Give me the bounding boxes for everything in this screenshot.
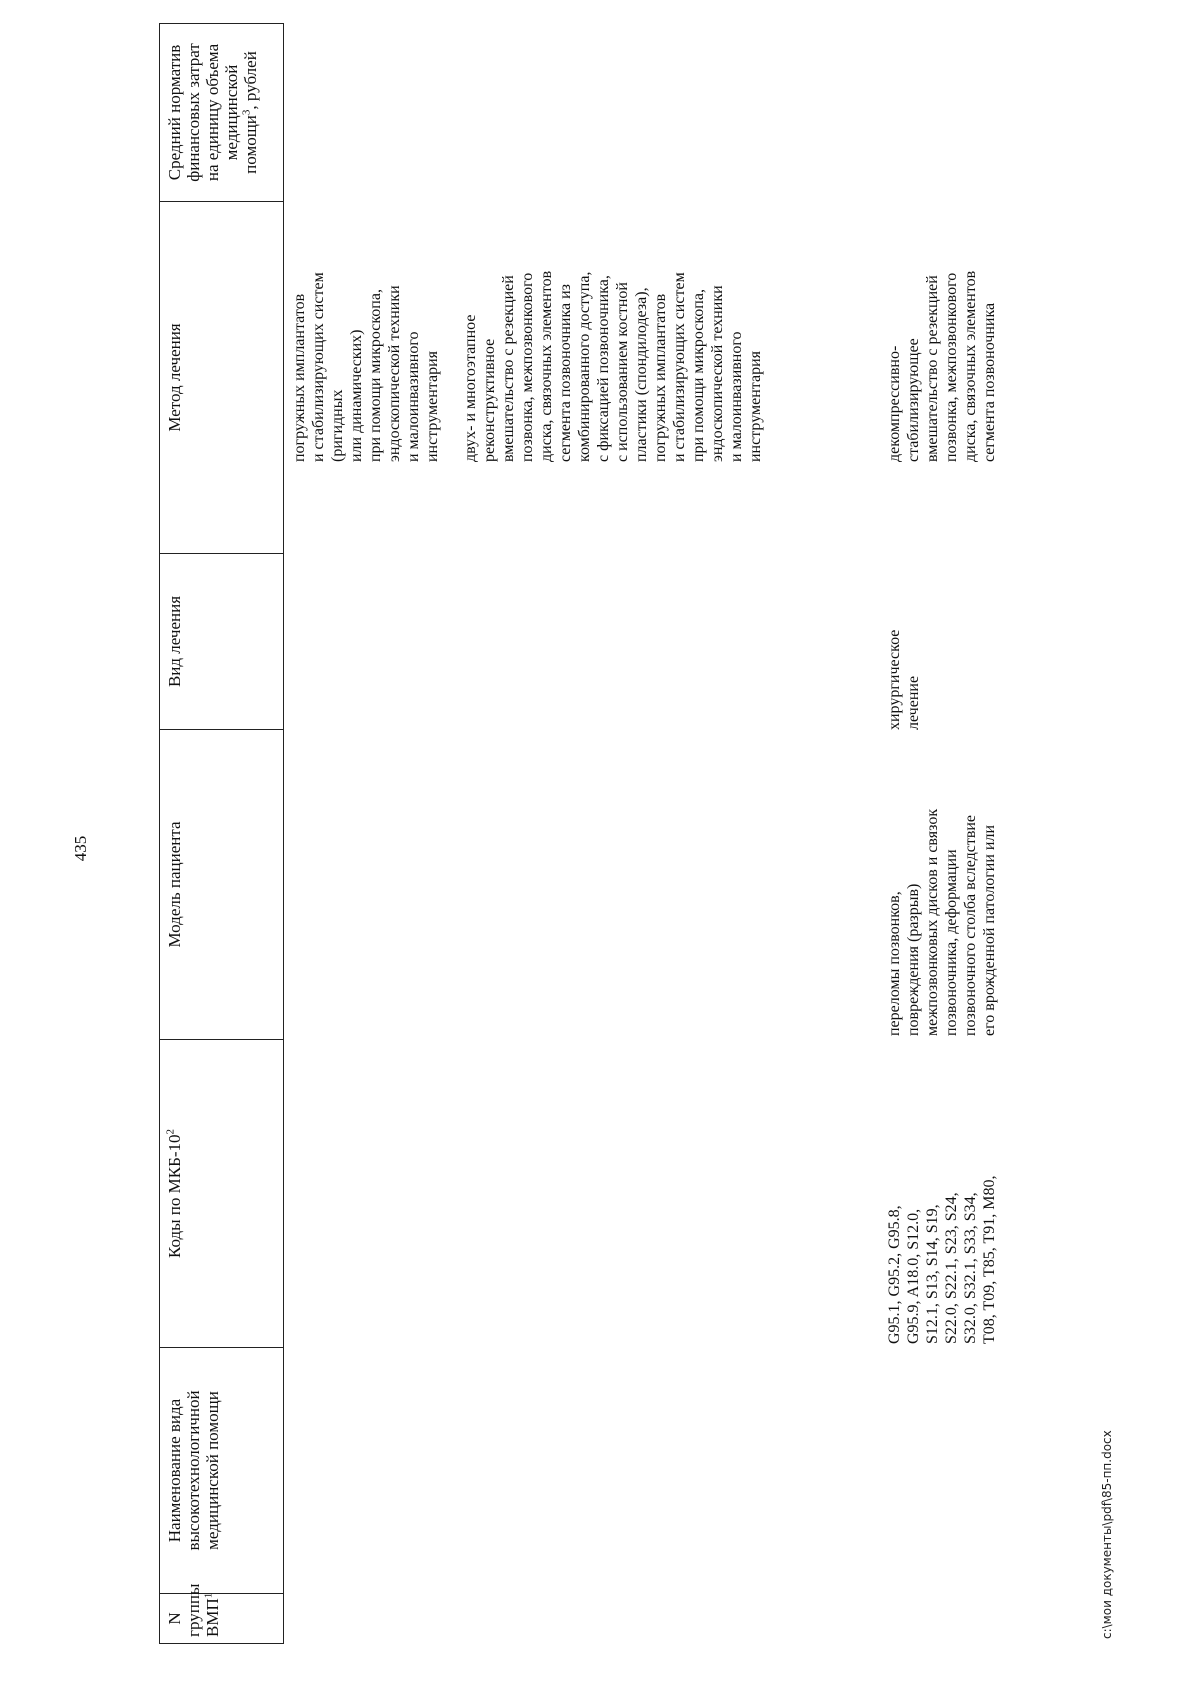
method-line: эндоскопической техники [709, 285, 726, 462]
header-name-vmp [160, 1348, 284, 1594]
method-line: и малоинвазивного [728, 331, 745, 462]
header-n-line3 [202, 1592, 222, 1637]
method-line: диска, связочных элементов [538, 270, 555, 462]
footnote-marker-1: 1 [202, 1592, 215, 1599]
method-line: или динамических) [348, 329, 365, 462]
header-norm-line3: на единицу объема [203, 43, 222, 182]
header-treatment-label: Вид лечения [165, 595, 184, 688]
header-name-line2: высокотехнологичной [184, 1390, 203, 1551]
method-line: и стабилизирующих систем [310, 272, 327, 462]
header-treatment-method [160, 202, 284, 554]
method-line: реконструктивное [481, 338, 498, 462]
model-line: переломы позвонков, [886, 891, 903, 1036]
code-line: S22.0, S22.1, S23, S24, [943, 1192, 960, 1344]
method-line: вмешательство с резекцией [924, 275, 941, 462]
method-cell-new-row [885, 271, 999, 462]
method-line: погружных имплантатов [291, 293, 308, 462]
method-line: стабилизирующее [905, 338, 922, 462]
method-line: сегмента позвоночника из [557, 284, 574, 462]
model-line: межпозвонковых дисков и связок [924, 808, 941, 1036]
method-line: позвонка, межпозвонкового [519, 272, 536, 462]
model-line: повреждения (разрыв) [905, 883, 922, 1036]
treatment-type-cell [885, 630, 923, 730]
method-line: декомпрессивно- [886, 345, 903, 462]
model-line: позвоночного столба вследствие [962, 814, 979, 1036]
method-line: и малоинвазивного [405, 331, 422, 462]
method-line: (ригидных [329, 389, 346, 462]
table-header [159, 23, 284, 1644]
icd-codes-cell [885, 1176, 999, 1344]
code-line: S32.0, S32.1, S33, S34, [962, 1192, 979, 1344]
header-norm-line1: Средний норматив [165, 44, 184, 181]
header-n-line1: N [165, 1612, 184, 1625]
code-line: G95.9, A18.0, S12.0, [905, 1208, 922, 1344]
method-column-continued [290, 271, 765, 462]
header-patient-model [160, 730, 284, 1040]
header-norm-unit: , рублей [241, 51, 260, 110]
header-n-vmp: ВМП [203, 1598, 222, 1637]
footnote-marker-2: 2 [164, 1128, 177, 1135]
method-line: при помощи микроскопа, [367, 289, 384, 462]
method-line: инструментария [747, 351, 764, 462]
method-line: погружных имплантатов [652, 293, 669, 462]
method-line: с фиксацией позвоночника, [595, 275, 612, 462]
method-line: пластики (спондилодеза), [633, 287, 650, 462]
patient-model-cell [885, 809, 999, 1036]
header-n-group [160, 1583, 284, 1644]
model-line: его врожденной патологии или [981, 824, 998, 1036]
method-line: диска, связочных элементов [962, 270, 979, 462]
header-name-line1: Наименование вида [165, 1398, 184, 1543]
method-line: инструментария [424, 351, 441, 462]
code-line: S12.1, S13, S14, S19, [924, 1204, 941, 1344]
footnote-marker-3: 3 [240, 109, 253, 116]
header-n-line2: группы [184, 1583, 203, 1637]
header-norm-line4: медицинской [222, 64, 241, 161]
method-line: с использованием костной [614, 282, 631, 462]
code-line: T08, T09, T85, T91, M80, [981, 1175, 998, 1344]
header-codes-label: Коды по МКБ-10 [165, 1134, 184, 1259]
method-line: позвонка, межпозвонкового [943, 272, 960, 462]
treatment-line: хирургическое [886, 629, 903, 730]
treatment-line: лечение [905, 675, 922, 730]
method-line: при помощи микроскопа, [690, 289, 707, 462]
header-norm-line2: финансовых затрат [184, 43, 203, 182]
code-line: G95.1, G95.2, G95.8, [886, 1205, 903, 1344]
method-line: комбинированного доступа, [576, 271, 593, 462]
method-line: эндоскопической техники [386, 285, 403, 462]
header-norm-line5 [241, 30, 260, 195]
header-treatment-type [160, 554, 284, 730]
header-icd-codes [160, 1040, 284, 1348]
header-cost-norm [160, 24, 284, 202]
header-name-line3: медицинской помощи [203, 1391, 222, 1550]
header-method-label: Метод лечения [165, 323, 184, 432]
method-line: вмешательство с резекцией [500, 275, 517, 462]
method-line: и стабилизирующих систем [671, 272, 688, 462]
page-number: 435 [71, 835, 90, 862]
footer-file-path: c:\мои документы\pdf\85-пп.docx [1100, 1430, 1114, 1639]
method-line: двух- и многоэтапное [462, 314, 479, 462]
model-line: позвоночника, деформации [943, 849, 960, 1036]
header-model-label: Модель пациента [165, 821, 184, 948]
method-line: сегмента позвоночника [981, 302, 998, 462]
header-norm-help: помощи [241, 115, 260, 174]
